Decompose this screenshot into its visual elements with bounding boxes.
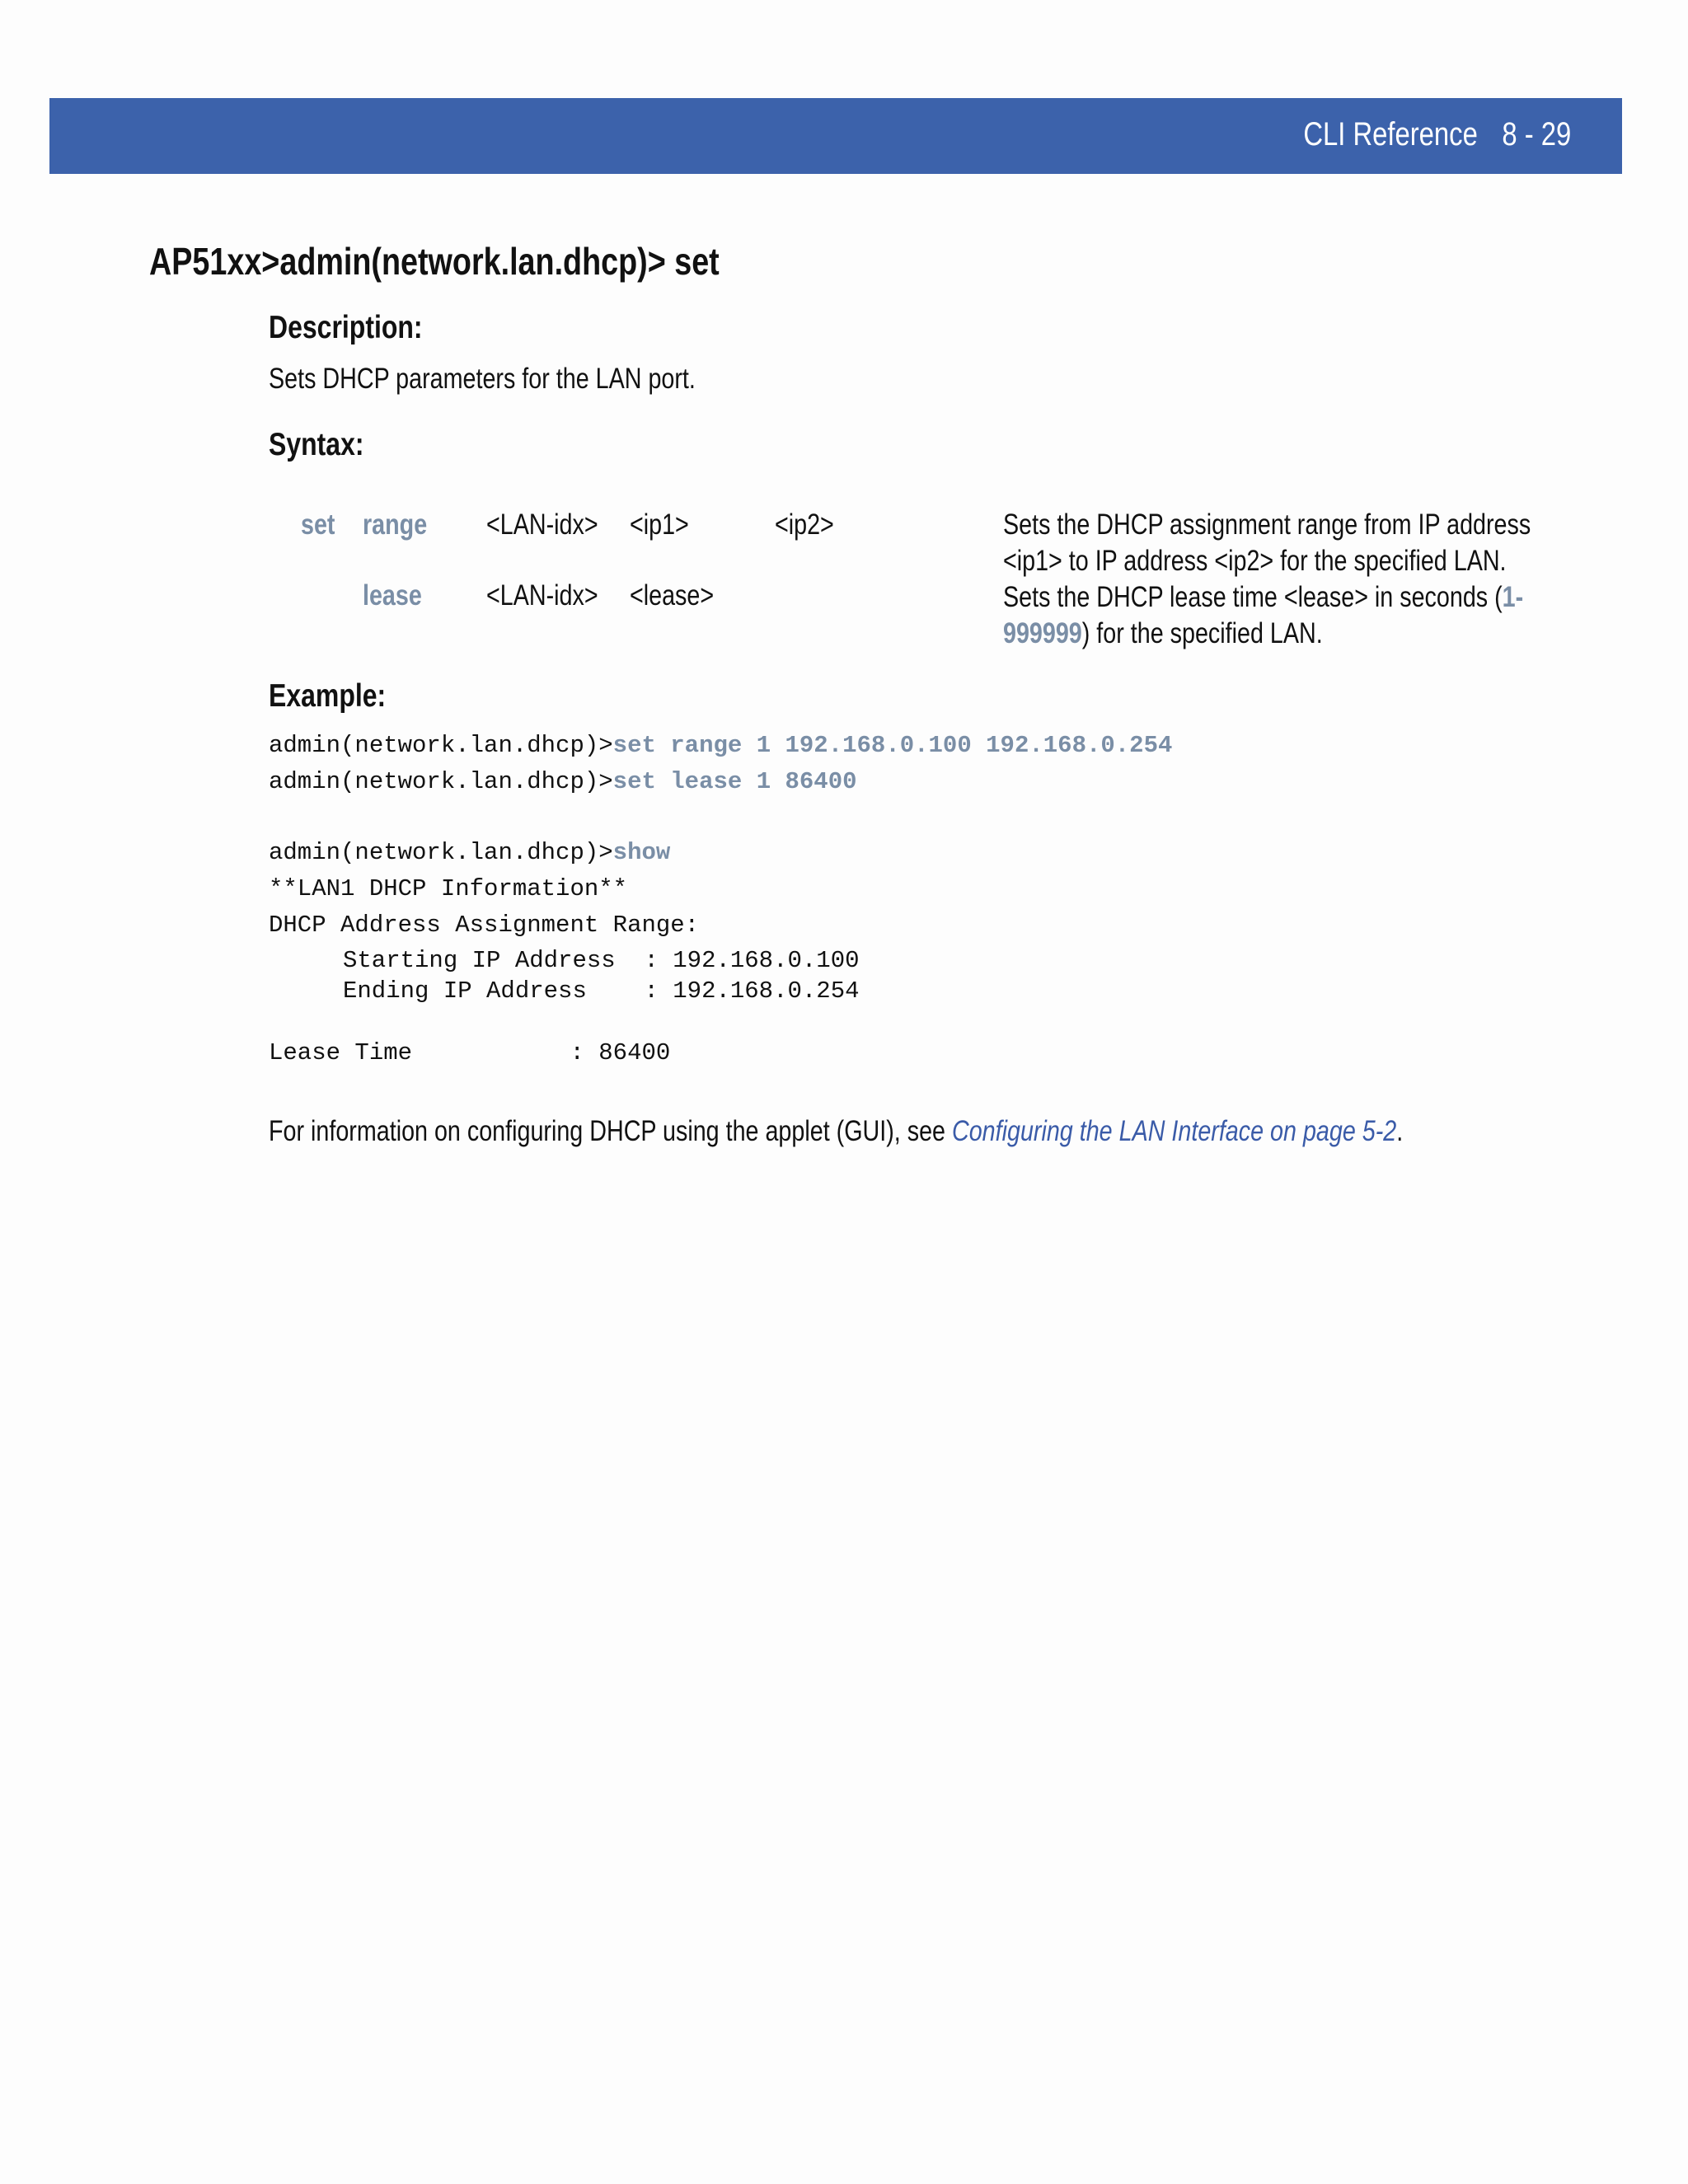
syntax-sub-range: range (363, 509, 428, 541)
syntax-arg: <ip2> (775, 509, 834, 541)
command: show (612, 839, 671, 866)
footer-note (269, 1115, 1403, 1148)
footer-end: . (1396, 1115, 1404, 1147)
output-line: Starting IP Address : 192.168.0.100 (343, 947, 860, 974)
desc-text: ) for the specified LAN. (1081, 617, 1323, 649)
syntax-desc-lease (1003, 579, 1662, 652)
command: set range 1 192.168.0.100 192.168.0.254 (612, 732, 1173, 759)
output-line: **LAN1 DHCP Information** (269, 875, 628, 902)
page-title: AP51xx>admin(network.lan.dhcp)> set (149, 240, 720, 283)
syntax-arg: <LAN-idx> (486, 509, 598, 541)
example-heading: Example: (269, 678, 387, 714)
section-title: CLI Reference (1303, 116, 1478, 152)
prompt: admin(network.lan.dhcp)> (269, 732, 613, 759)
description-heading: Description: (269, 310, 423, 345)
output-line: DHCP Address Assignment Range: (269, 912, 700, 939)
code-line (269, 768, 857, 795)
syntax-arg: <ip1> (630, 509, 689, 541)
range-value: 1-999999 (1003, 581, 1524, 649)
header-text (1279, 116, 1571, 153)
syntax-arg: <lease> (630, 579, 715, 612)
desc-text: Sets the DHCP lease time <lease> in seconds ( (1003, 581, 1503, 613)
syntax-heading: Syntax: (269, 427, 364, 462)
syntax-desc-range (1003, 507, 1662, 579)
output-line: Ending IP Address : 192.168.0.254 (343, 977, 860, 1005)
syntax-command: set (301, 509, 335, 541)
output-line: Lease Time : 86400 (269, 1039, 671, 1066)
description-text: Sets DHCP parameters for the LAN port. (269, 363, 696, 395)
syntax-arg: <LAN-idx> (486, 579, 598, 612)
desc-text: Sets the DHCP assignment range from IP address <ip1> to IP address <ip2> for the specified LAN. (1003, 509, 1531, 577)
page-number: 8 - 29 (1502, 116, 1571, 152)
code-line (269, 839, 670, 866)
prompt: admin(network.lan.dhcp)> (269, 839, 613, 866)
page-header-bar (49, 98, 1622, 174)
command: set lease 1 86400 (612, 768, 857, 795)
footer-text: For information on configuring DHCP using the applet (GUI), see (269, 1115, 952, 1147)
lan-interface-link[interactable]: Configuring the LAN Interface on page 5-2 (951, 1115, 1397, 1147)
prompt: admin(network.lan.dhcp)> (269, 768, 613, 795)
syntax-sub-lease: lease (363, 579, 422, 612)
code-line (269, 732, 1172, 759)
